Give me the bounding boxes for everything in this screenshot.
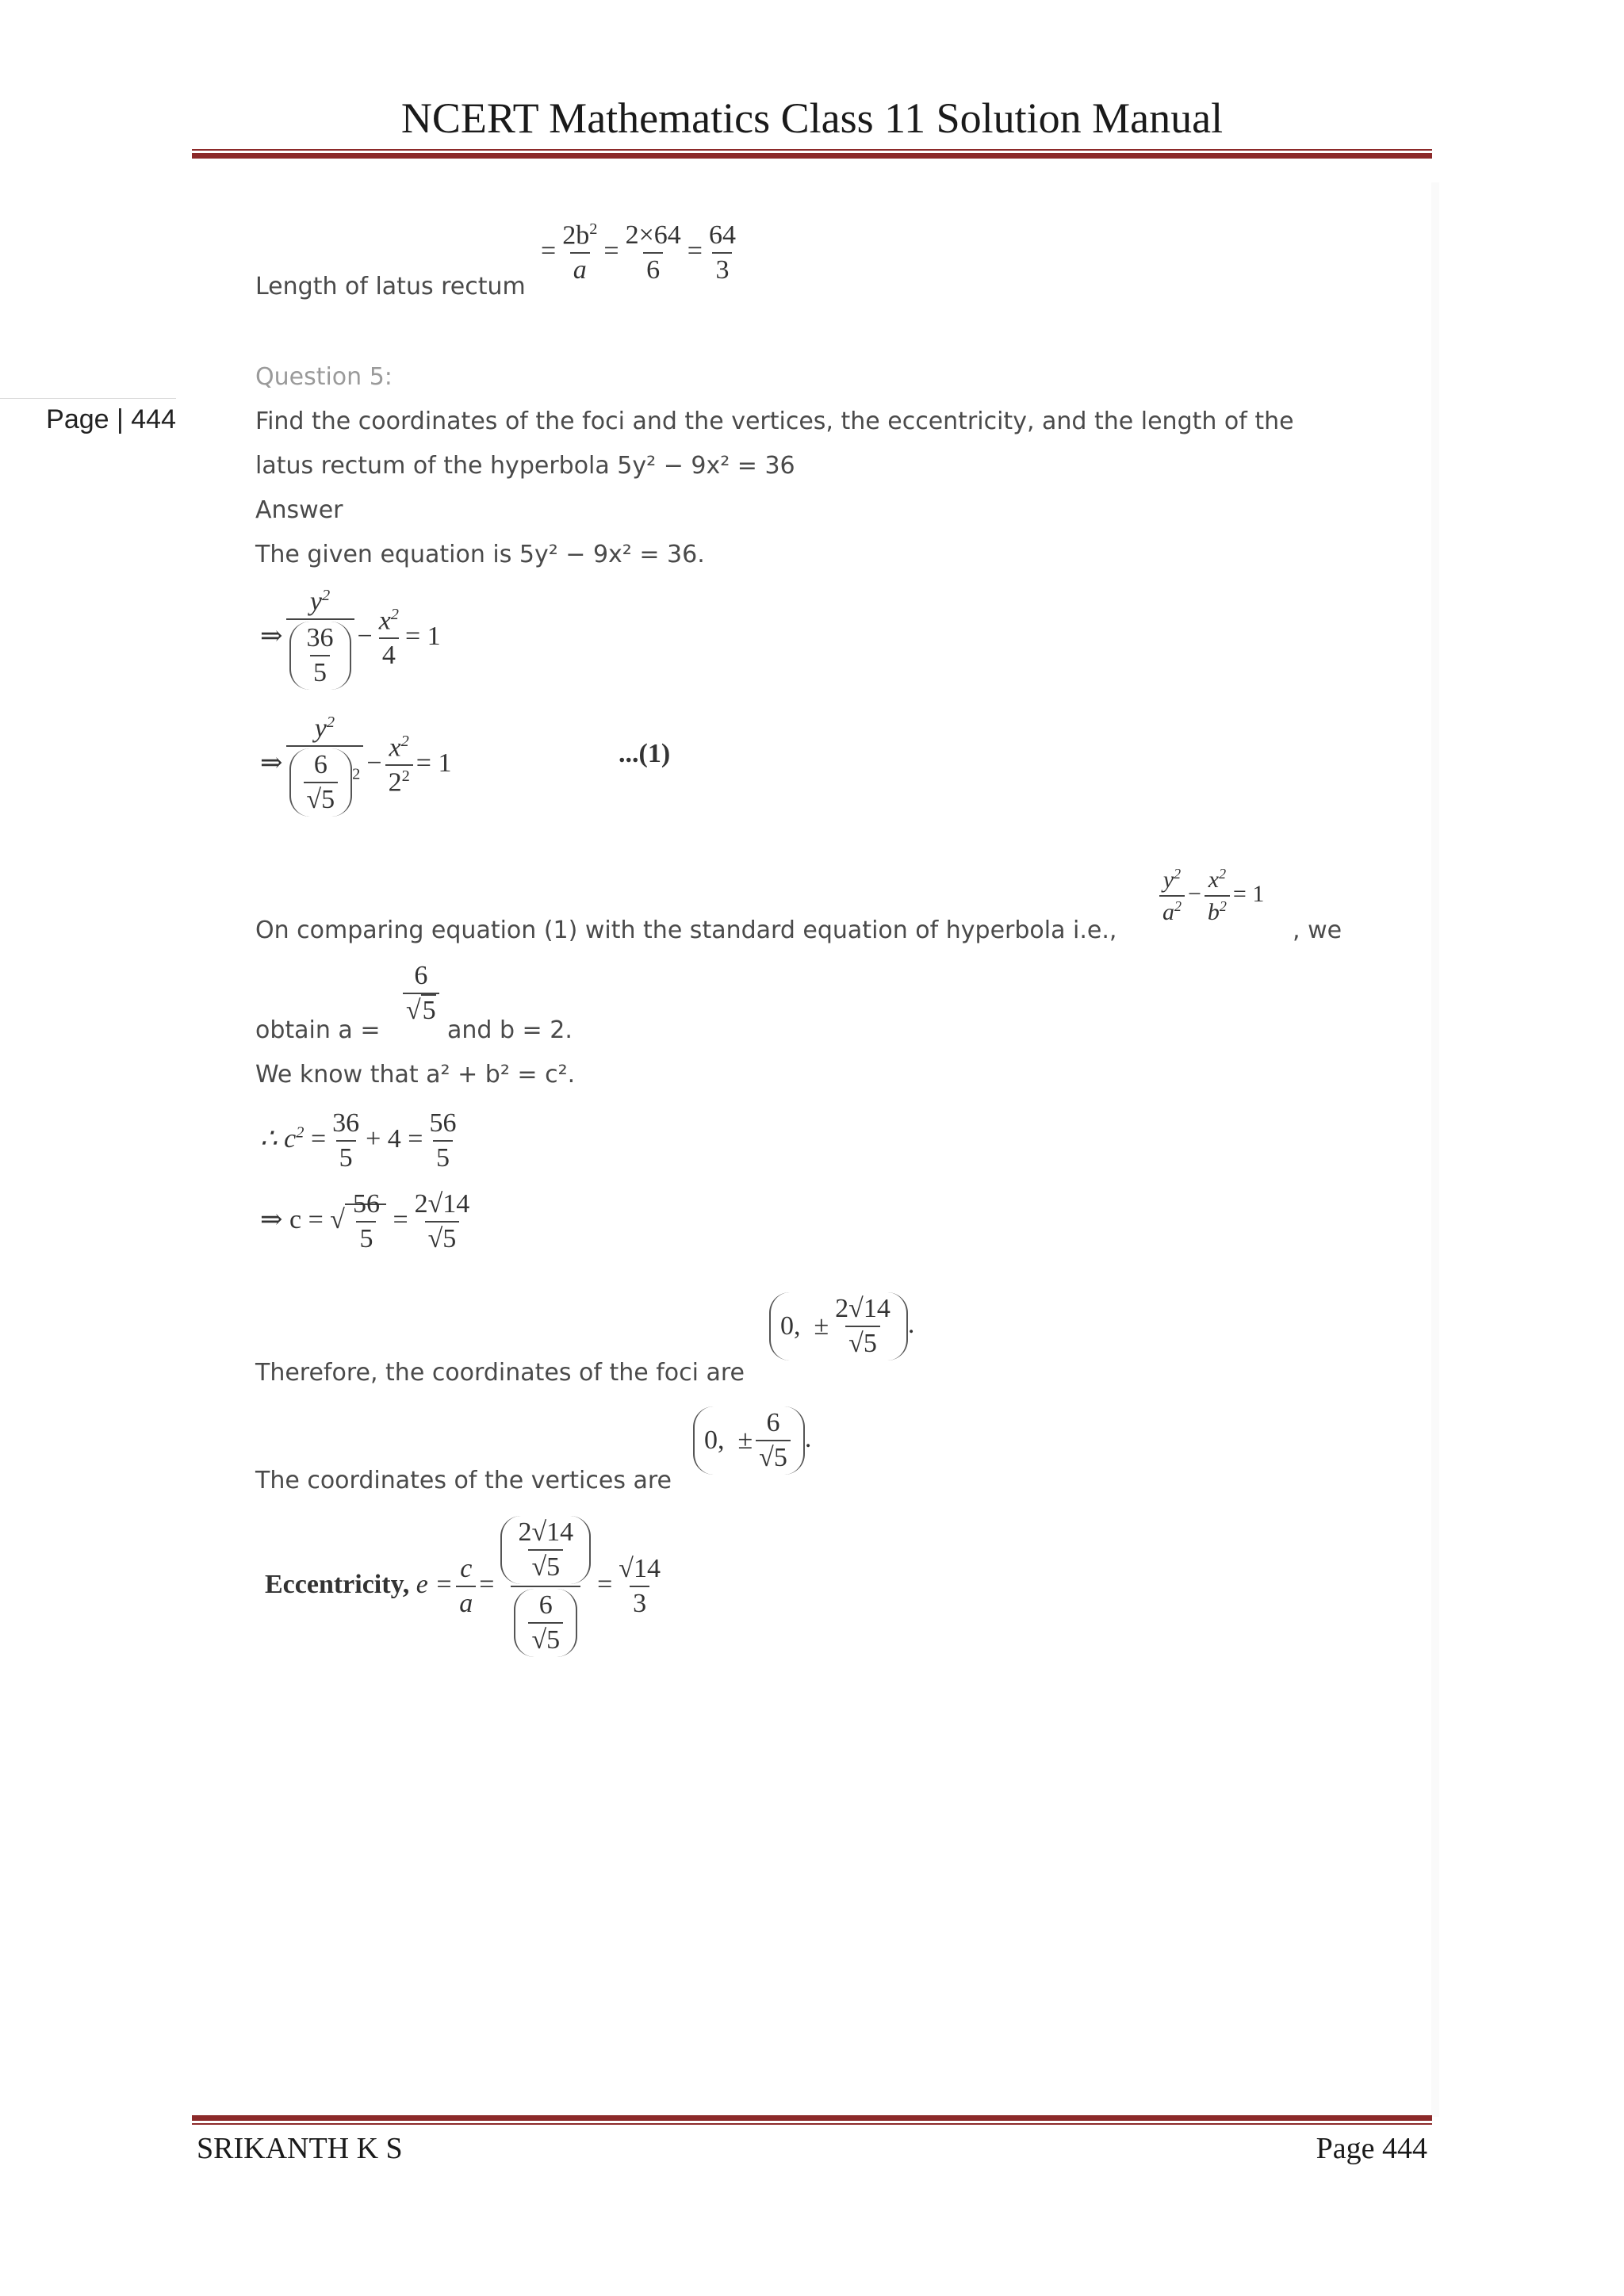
latus-formula: = $\frac{2b^2}{a}$ = $\frac{2\times 64}{6}$ = $\frac{64}{3}$ [541, 220, 736, 285]
obtain-suffix: and b = 2. [447, 1016, 573, 1044]
footer-author: SRIKANTH K S [197, 2132, 403, 2165]
equation-tag: ...(1) [619, 739, 671, 768]
compare-text: On comparing equation (1) with the standard equation of hyperbola i.e., [255, 916, 1117, 944]
header-rule [192, 153, 1432, 159]
question-label: Question 5: [255, 363, 393, 391]
equation-step-2: ⇒ $y^2$ $\frac{6}{√5}$ $^2$ − $\frac{x^2}{2^2}$ = 1 [260, 714, 451, 817]
question-line-2: latus rectum of the hyperbola 5y² − 9x² = 36 [255, 452, 795, 480]
side-page-label: Page | 444 [46, 404, 176, 434]
obtain-a-value: $\frac{6}{√5}$ [400, 961, 442, 1026]
c-squared-line: ∴ $c^2$ = $\frac{36}{5}$ + 4 = $\frac{56}{5}$ [260, 1108, 457, 1173]
footer-page-number: Page 444 [1316, 2132, 1427, 2165]
vertices-coordinates: 0, ± $\frac{6}{√5}$ . [693, 1406, 811, 1475]
footer-rule-bottom [192, 2123, 1432, 2125]
latus-label: Length of latus rectum [255, 273, 526, 300]
foci-text: Therefore, the coordinates of the foci are [255, 1359, 745, 1387]
equation-step-1: ⇒ $\frac{y^2}{\frac{36}{5}}$ − $\frac{x^2}{4}$ = 1 [260, 587, 441, 690]
given-equation: The given equation is 5y² − 9x² = 36. [255, 541, 705, 568]
header-rule-top [192, 149, 1432, 151]
side-page-divider [0, 398, 176, 399]
compare-suffix: , we [1293, 916, 1342, 944]
question-line-1: Find the coordinates of the foci and the vertices, the eccentricity, and the length of the [255, 408, 1294, 435]
footer-rule [192, 2115, 1432, 2121]
eccentricity-line: Eccentricity, e = $\frac{c}{a}$ = $\frac{\frac{2√14}{√5}}{\frac{6}{√5}}$ = $\frac{√14}{3}$ [265, 1516, 667, 1657]
vertices-text: The coordinates of the vertices are [255, 1467, 672, 1494]
answer-label: Answer [255, 496, 343, 524]
foci-coordinates: 0, ± $\frac{2√14}{√5}$ . [769, 1292, 914, 1360]
know-text: We know that a² + b² = c². [255, 1061, 576, 1089]
page-header-title: NCERT Mathematics Class 11 Solution Manual [400, 94, 1224, 142]
standard-equation: $\frac{y^2}{a^2}$ − $\frac{x^2}{b^2}$ = 1 [1156, 866, 1264, 926]
right-panel-edge [1431, 182, 1439, 2117]
c-value-line: ⇒ c = √ $\frac{56}{5}$ = $\frac{2√14}{√5}$ [260, 1189, 470, 1253]
obtain-prefix: obtain a = [255, 1016, 381, 1044]
